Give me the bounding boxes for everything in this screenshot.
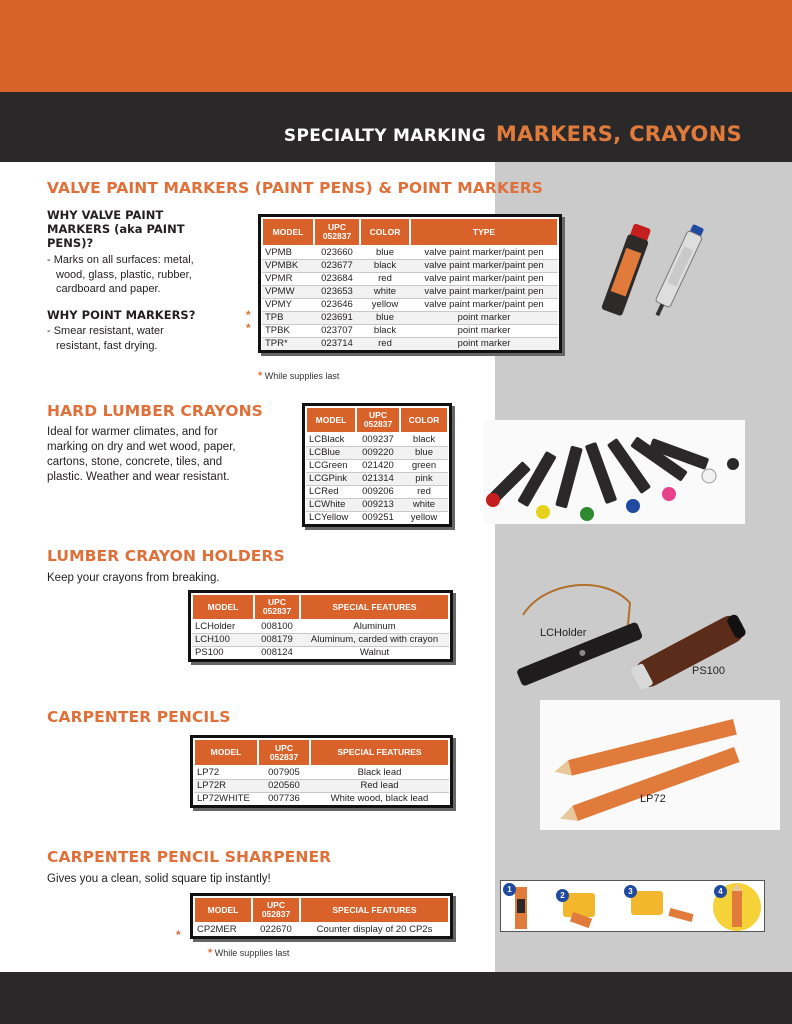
cell: valve paint marker/paint pen: [410, 246, 558, 260]
step-number-badge: 2: [556, 889, 569, 902]
cell: black: [360, 260, 410, 273]
table-row: [194, 766, 449, 780]
why-paint-line: - Marks on all surfaces: metal,: [47, 254, 194, 266]
cell: TPBK: [262, 325, 314, 338]
why-paint-line: wood, glass, plastic, rubber,: [56, 268, 192, 281]
cell: LCGreen: [306, 460, 356, 473]
cell: yellow: [360, 299, 410, 312]
crayons-photo: [483, 420, 745, 524]
table-row: [262, 260, 558, 273]
crayons-desc-line: marking on dry and wet wood, paper,: [47, 441, 236, 453]
cell: TPR*: [262, 338, 314, 351]
table-row: [192, 647, 449, 660]
cell: 022670: [252, 923, 300, 936]
step-number-badge: 3: [624, 885, 637, 898]
sharpener-description: Gives you a clean, solid square tip instantly!: [47, 873, 271, 885]
table-row: [306, 460, 448, 473]
cell: point marker: [410, 312, 558, 325]
table-row: [262, 312, 558, 325]
cell: point marker: [410, 338, 558, 351]
cell: LCRed: [306, 486, 356, 499]
cell: point marker: [410, 325, 558, 338]
ps100-image: [629, 611, 748, 690]
holders-section-title: LUMBER CRAYON HOLDERS: [47, 547, 285, 565]
cell: blue: [360, 312, 410, 325]
table-row: [306, 499, 448, 512]
crayons-desc-line: Ideal for warmer climates, and for: [47, 426, 218, 438]
note-asterisk: *: [208, 947, 213, 959]
cell: Aluminum: [300, 620, 449, 634]
pencils-section-title: CARPENTER PENCILS: [47, 708, 231, 726]
cell: VPMR: [262, 273, 314, 286]
why-paint-text: [47, 253, 194, 297]
ps100-label: PS100: [692, 665, 726, 677]
cell: 020560: [258, 780, 310, 793]
table-row: [262, 325, 558, 338]
why-paint-line: cardboard and paper.: [56, 283, 161, 295]
cell: Aluminum, carded with crayon: [300, 634, 449, 647]
cell: blue: [400, 447, 448, 460]
sharpener-section-title: CARPENTER PENCIL SHARPENER: [47, 848, 332, 866]
table-row: [306, 433, 448, 447]
lcholder-label: LCHolder: [540, 627, 587, 639]
cell: LCBlack: [306, 433, 356, 447]
col-header: SPECIAL FEATURES: [310, 739, 449, 766]
col-header: MODEL: [306, 407, 356, 433]
col-header: COLOR: [360, 218, 410, 246]
holders-table: [188, 590, 453, 662]
cell: LCGPink: [306, 473, 356, 486]
cell: LCH100: [192, 634, 254, 647]
note-text: While supplies last: [214, 948, 290, 958]
cell: VPMB: [262, 246, 314, 260]
col-header: MODEL: [192, 594, 254, 620]
cell: 008124: [254, 647, 300, 660]
why-point-text: [47, 324, 164, 353]
cell: 009237: [356, 433, 400, 447]
cell: 023684: [314, 273, 360, 286]
table-row: [262, 299, 558, 312]
table-row: [192, 634, 449, 647]
table-row: [262, 246, 558, 260]
lp72-label: LP72: [640, 793, 666, 805]
cell: valve paint marker/paint pen: [410, 273, 558, 286]
col-header: COLOR: [400, 407, 448, 433]
cell: LCWhite: [306, 499, 356, 512]
cell: VPMW: [262, 286, 314, 299]
col-header: UPC 052837: [314, 218, 360, 246]
paint-markers-photo: [590, 215, 710, 327]
cell: 023646: [314, 299, 360, 312]
pencils-photo: [540, 700, 780, 830]
cell: 023691: [314, 312, 360, 325]
step-number-badge: 1: [503, 883, 516, 896]
cell: Red lead: [310, 780, 449, 793]
cell: valve paint marker/paint pen: [410, 286, 558, 299]
top-orange-bar: [0, 0, 792, 92]
table-row: [194, 923, 449, 936]
col-header: TYPE: [410, 218, 558, 246]
cell: black: [400, 433, 448, 447]
cell: pink: [400, 473, 448, 486]
why-point-heading: WHY POINT MARKERS?: [47, 308, 196, 322]
cell: 023660: [314, 246, 360, 260]
step-number-badge: 4: [714, 885, 727, 898]
crayons-description: [47, 425, 236, 485]
cell: red: [360, 273, 410, 286]
crayons-desc-line: cartons, stone, concrete, tiles, and: [47, 456, 223, 468]
page-title: [284, 122, 742, 146]
cell: 021314: [356, 473, 400, 486]
pencils-table: [190, 735, 453, 808]
table-row: [306, 486, 448, 499]
table-row: [306, 512, 448, 525]
table-row: [262, 273, 558, 286]
col-header: UPC 052837: [254, 594, 300, 620]
cell: TPB: [262, 312, 314, 325]
cell: white: [360, 286, 410, 299]
cell: 008179: [254, 634, 300, 647]
cell: yellow: [400, 512, 448, 525]
cell: 009220: [356, 447, 400, 460]
col-header: MODEL: [194, 897, 252, 923]
cell: LCHolder: [192, 620, 254, 634]
col-header: UPC 052837: [252, 897, 300, 923]
cell: LP72: [194, 766, 258, 780]
table-row: [192, 620, 449, 634]
asterisk-cp2mer: *: [176, 928, 181, 942]
cell: Counter display of 20 CP2s: [300, 923, 449, 936]
col-header: MODEL: [194, 739, 258, 766]
table-row: [262, 338, 558, 351]
crayons-section-title: HARD LUMBER CRAYONS: [47, 402, 263, 420]
cell: LCBlue: [306, 447, 356, 460]
why-point-line: - Smear resistant, water: [47, 325, 164, 337]
cell: VPMBK: [262, 260, 314, 273]
cell: 021420: [356, 460, 400, 473]
cell: 009206: [356, 486, 400, 499]
sharpener-supplies-note: [208, 947, 289, 959]
cell: VPMY: [262, 299, 314, 312]
note-asterisk: *: [258, 370, 263, 382]
table-row: [194, 780, 449, 793]
page-title-orange: MARKERS, CRAYONS: [495, 122, 742, 146]
cell: black: [360, 325, 410, 338]
valve-section-title: VALVE PAINT MARKERS (PAINT PENS) & POINT MARKERS: [47, 179, 544, 197]
crayons-desc-line: plastic. Weather and wear resistant.: [47, 471, 230, 483]
cell: 007905: [258, 766, 310, 780]
cell: 023707: [314, 325, 360, 338]
sharpener-steps-photo: [500, 880, 765, 932]
cell: valve paint marker/paint pen: [410, 299, 558, 312]
table-row: [306, 447, 448, 460]
cell: CP2MER: [194, 923, 252, 936]
cell: 009251: [356, 512, 400, 525]
holders-description: Keep your crayons from breaking.: [47, 572, 220, 584]
cell: 009213: [356, 499, 400, 512]
asterisk-tpbk: *: [246, 321, 251, 335]
cell: red: [400, 486, 448, 499]
crayons-table: [302, 403, 452, 527]
asterisk-tpb: *: [246, 308, 251, 322]
note-text: While supplies last: [264, 371, 340, 381]
step-3-image: [631, 891, 694, 922]
cell: red: [360, 338, 410, 351]
cell: 007736: [258, 793, 310, 806]
cell: 008100: [254, 620, 300, 634]
cell: Walnut: [300, 647, 449, 660]
cell: LP72R: [194, 780, 258, 793]
col-header: SPECIAL FEATURES: [300, 594, 449, 620]
paint-marker-image: [601, 222, 653, 316]
cell: valve paint marker/paint pen: [410, 260, 558, 273]
cell: 023677: [314, 260, 360, 273]
col-header: SPECIAL FEATURES: [300, 897, 449, 923]
table-row: [306, 473, 448, 486]
cell: Black lead: [310, 766, 449, 780]
table-row: [194, 793, 449, 806]
supplies-note: [258, 370, 339, 382]
cell: PS100: [192, 647, 254, 660]
cell: 023653: [314, 286, 360, 299]
page-title-white: SPECIALTY MARKING: [283, 126, 486, 146]
valve-marker-table: [258, 214, 562, 353]
cell: White wood, black lead: [310, 793, 449, 806]
cell: LCYellow: [306, 512, 356, 525]
table-row: [262, 286, 558, 299]
sharpener-table: [190, 893, 453, 939]
col-header: UPC 052837: [356, 407, 400, 433]
col-header: MODEL: [262, 218, 314, 246]
step-1-image: [515, 887, 527, 929]
cell: 023714: [314, 338, 360, 351]
why-paint-heading: WHY VALVE PAINT MARKERS (aka PAINT PENS)?: [47, 208, 185, 250]
why-point-line: resistant, fast drying.: [56, 339, 158, 352]
cell: LP72WHITE: [194, 793, 258, 806]
cell: white: [400, 499, 448, 512]
cell: green: [400, 460, 448, 473]
col-header: UPC 052837: [258, 739, 310, 766]
bottom-bar: [0, 972, 792, 1024]
point-marker-image: [650, 223, 706, 319]
cell: blue: [360, 246, 410, 260]
